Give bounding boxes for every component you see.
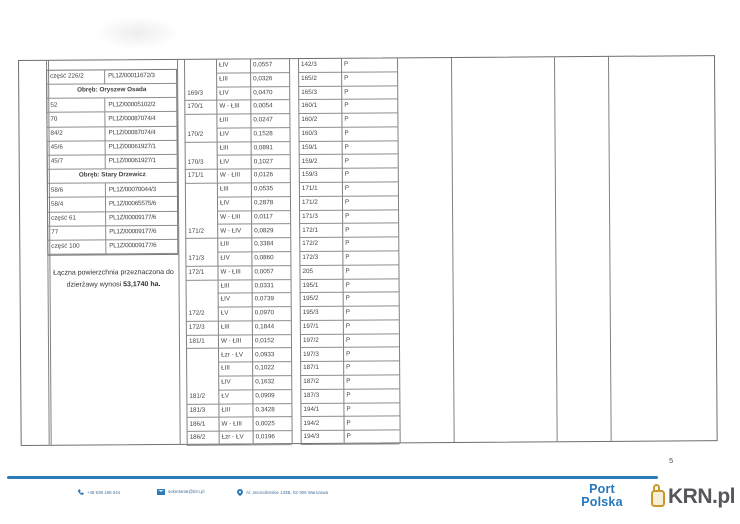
summary-note [43, 267, 183, 291]
right-parcel-cell: 142/3 [298, 59, 341, 73]
land-class-cell: ŁIV [218, 294, 252, 308]
parcel-cell [185, 211, 217, 225]
port-polska-logo [570, 483, 634, 508]
column-gap [290, 252, 299, 266]
parcel-cell [186, 280, 218, 294]
phone-icon [78, 489, 84, 495]
envelope-icon [157, 489, 165, 495]
right-parcel-cell: 194/1 [300, 403, 343, 417]
area-ha-cell: 0,1022 [252, 362, 291, 376]
column-gap [290, 156, 299, 170]
area-ha-cell: 0,0535 [251, 183, 290, 197]
right-parcel-cell: 172/1 [299, 224, 342, 238]
left-parcel-cell: 58/6 [48, 184, 105, 199]
left-parcel-cell: 77 [48, 226, 105, 241]
register-number-cell: PL1Z/00061927/1 [105, 141, 177, 156]
column-gap [291, 280, 300, 294]
status-cell: P [342, 169, 398, 183]
land-class-cell: ŁIII [218, 404, 252, 418]
column-gap [291, 376, 300, 390]
parcel-class-area-table [184, 58, 400, 445]
land-class-cell: W - ŁIII [217, 211, 251, 225]
land-class-cell: W - ŁIII [219, 418, 253, 432]
column-gap [292, 431, 301, 445]
right-parcel-cell: 195/3 [300, 307, 343, 321]
parcel-cell [184, 60, 216, 74]
status-cell: P [343, 362, 399, 376]
status-cell: P [341, 113, 397, 127]
area-ha-cell: 0,0891 [251, 142, 290, 156]
right-parcel-cell: 159/1 [299, 141, 342, 155]
street-address: Al. Jerozolimskie 133B, 02-305 Warszawa [246, 489, 329, 495]
footer-email [157, 489, 204, 495]
land-class-cell: ŁIV [217, 197, 251, 211]
obreb-header: Obręb: Stary Drzewicz [48, 169, 177, 184]
area-ha-cell: 0,0739 [252, 293, 291, 307]
email-address: sekretariat@kzn.pl [168, 489, 205, 495]
column-gap [290, 142, 299, 156]
parcel-cell: 181/2 [186, 390, 218, 404]
register-number-cell: PL1Z/00087074/4 [104, 112, 176, 127]
status-cell: P [343, 348, 399, 362]
area-ha-cell: 0,0196 [253, 431, 292, 445]
left-parcel-cell: 52 [47, 99, 104, 114]
land-class-cell: ŁIII [216, 73, 250, 87]
brand-line-1: Port [589, 482, 615, 496]
parcel-cell: 181/3 [186, 404, 218, 418]
parcel-cell [185, 142, 217, 156]
land-class-cell: ŁIV [216, 87, 250, 101]
column-gap [289, 59, 298, 73]
status-cell: P [343, 279, 399, 293]
land-class-cell: ŁIII [217, 142, 251, 156]
column-gap [291, 307, 300, 321]
footer-address [237, 489, 328, 495]
parcel-cell [186, 363, 218, 377]
krn-watermark [651, 484, 735, 508]
land-class-cell: W - ŁIII [218, 335, 252, 349]
area-ha-cell: 0,3384 [251, 238, 290, 252]
status-cell: P [342, 224, 398, 238]
area-ha-cell: 0,1632 [252, 376, 291, 390]
land-class-cell: ŁIV [218, 376, 252, 390]
column-gap [289, 114, 298, 128]
area-ha-cell: 0,0829 [251, 225, 290, 239]
summary-note-value: 53,1740 ha. [123, 280, 161, 288]
area-ha-cell: 0,0331 [252, 280, 291, 294]
register-number-cell: PL1Z/00009177/6 [105, 211, 177, 226]
right-parcel-cell: 195/1 [300, 279, 343, 293]
status-cell: P [342, 182, 398, 196]
status-cell: P [343, 293, 399, 307]
status-cell: P [343, 306, 399, 320]
column-gap [290, 197, 299, 211]
parcel-cell [185, 239, 217, 253]
right-parcel-cell: 197/1 [300, 321, 343, 335]
status-cell: P [344, 417, 400, 431]
table-vline [608, 57, 612, 441]
right-parcel-cell: 187/1 [300, 362, 343, 376]
status-cell: P [343, 320, 399, 334]
land-class-cell: Łzr - ŁV [219, 432, 253, 446]
column-gap [289, 100, 298, 114]
status-cell: P [341, 86, 397, 100]
brand-line-2: Polska [581, 494, 623, 509]
right-parcel-cell: 205 [299, 266, 342, 280]
status-cell: P [342, 155, 398, 169]
right-parcel-cell: 171/1 [299, 183, 342, 197]
right-parcel-cell: 187/3 [300, 390, 343, 404]
area-ha-cell: 0,0126 [251, 169, 290, 183]
footer-contact-bar [0, 486, 560, 502]
column-gap [291, 362, 300, 376]
area-ha-cell: 0,0025 [253, 418, 292, 432]
parcel-cell [185, 197, 217, 211]
krn-watermark-text: KRN.pl [668, 485, 735, 508]
area-ha-cell: 0,0860 [251, 252, 290, 266]
land-class-cell: ŁIV [216, 59, 250, 73]
phone-number: +48 539 188 044 [87, 489, 121, 495]
land-class-cell: ŁIV [216, 128, 250, 142]
column-gap [290, 224, 299, 238]
parcel-cell: 171/3 [185, 253, 217, 267]
right-parcel-cell: 171/3 [299, 210, 342, 224]
register-number-cell: PL1Z/00009177/6 [105, 226, 177, 241]
land-class-cell: ŁIII [217, 239, 251, 253]
land-class-cell: ŁIII [218, 280, 252, 294]
left-parcel-cell: 45/7 [48, 155, 105, 170]
right-parcel-cell: 197/2 [300, 334, 343, 348]
status-cell: P [341, 58, 397, 72]
right-parcel-cell: 159/3 [299, 169, 342, 183]
column-gap [290, 169, 299, 183]
right-parcel-cell: 194/2 [301, 417, 344, 431]
register-number-cell: PL1Z/00065575/6 [105, 197, 177, 212]
map-pin-icon [236, 488, 244, 496]
register-number-cell: PL1Z/00009177/6 [105, 240, 177, 255]
right-parcel-cell: 160/2 [298, 114, 341, 128]
area-ha-cell: 0,0057 [251, 266, 290, 280]
parcel-cell [186, 294, 218, 308]
status-cell: P [343, 375, 399, 389]
status-cell: P [342, 265, 398, 279]
column-gap [289, 87, 298, 101]
right-parcel-cell: 160/3 [298, 128, 341, 142]
status-cell: P [341, 72, 397, 86]
right-parcel-cell: 197/3 [300, 348, 343, 362]
land-class-cell: ŁV [218, 390, 252, 404]
parcel-cell: 181/1 [186, 335, 218, 349]
land-class-cell: W - ŁIV [217, 225, 251, 239]
status-cell: P [343, 403, 399, 417]
right-parcel-cell: 195/2 [300, 293, 343, 307]
area-ha-cell: 0,0557 [250, 59, 289, 73]
area-ha-cell: 0,0054 [250, 100, 289, 114]
column-gap [291, 321, 300, 335]
column-gap [290, 238, 299, 252]
parcel-cell: 172/1 [185, 266, 217, 280]
parcel-cell: 171/2 [185, 225, 217, 239]
page-number: 5 [669, 456, 674, 465]
parcel-cell: 169/3 [184, 87, 216, 101]
status-cell: P [341, 100, 397, 114]
parcel-cell: 186/2 [187, 432, 219, 446]
status-cell: P [344, 431, 400, 445]
land-class-cell: ŁIII [218, 363, 252, 377]
land-class-cell: ŁIII [217, 183, 251, 197]
right-parcel-cell: 165/3 [298, 86, 341, 100]
land-class-cell: ŁIV [217, 252, 251, 266]
left-parcel-cell: 58/4 [48, 198, 105, 213]
status-cell: P [342, 210, 398, 224]
register-number-cell: PL1Z/00070044/3 [105, 183, 177, 198]
status-cell: P [341, 127, 397, 141]
column-gap [291, 349, 300, 363]
obreb-header: Obręb: Oryszew Osada [47, 84, 176, 99]
parcel-cell [186, 349, 218, 363]
left-parcel-cell: część 226/2 [47, 70, 104, 85]
land-class-cell: ŁV [218, 308, 252, 322]
register-number-cell: PL1Z/00087074/4 [104, 127, 176, 142]
right-parcel-cell: 187/2 [300, 376, 343, 390]
parcel-cell [184, 115, 216, 129]
area-ha-cell: 0,0117 [251, 211, 290, 225]
area-ha-cell: 0,0247 [250, 114, 289, 128]
parcel-cell: 171/1 [185, 170, 217, 184]
land-class-cell: W - ŁIII [216, 101, 250, 115]
summary-note-text: Łączna powierzchnia przeznaczona do dzierżawy wynosi [53, 268, 174, 289]
land-class-cell: ŁIII [216, 115, 250, 129]
right-parcel-cell: 171/2 [299, 197, 342, 211]
parcel-cell: 172/3 [186, 322, 218, 336]
parcel-cell [186, 377, 218, 391]
parcel-cell: 170/1 [184, 101, 216, 115]
land-register-table [46, 69, 178, 256]
left-parcel-cell: 45/6 [48, 141, 105, 156]
left-parcel-cell: część 61 [48, 212, 105, 227]
column-gap [290, 211, 299, 225]
status-cell: P [342, 251, 398, 265]
column-gap [290, 183, 299, 197]
parcel-cell: 170/3 [185, 156, 217, 170]
left-parcel-cell: 84/2 [47, 127, 104, 142]
footer-divider-line [7, 476, 658, 479]
status-cell: P [342, 238, 398, 252]
area-ha-cell: 0,0909 [252, 390, 291, 404]
right-parcel-cell: 159/2 [299, 155, 342, 169]
column-gap [290, 266, 299, 280]
parcel-cell: 186/1 [187, 418, 219, 432]
area-ha-cell: 0,1027 [251, 156, 290, 170]
status-cell: P [343, 334, 399, 348]
right-parcel-cell: 160/1 [298, 100, 341, 114]
area-ha-cell: 0,0970 [252, 307, 291, 321]
column-gap [289, 128, 298, 142]
area-ha-cell: 0,3428 [252, 404, 291, 418]
land-class-cell: ŁIV [217, 156, 251, 170]
register-number-cell: PL1Z/00005102/2 [104, 98, 176, 113]
area-ha-cell: 0,2878 [251, 197, 290, 211]
parcel-cell [185, 184, 217, 198]
column-gap [291, 293, 300, 307]
footer-phone [78, 489, 120, 495]
right-parcel-cell: 172/2 [299, 238, 342, 252]
area-ha-cell: 0,1844 [252, 321, 291, 335]
parcel-cell: 172/2 [186, 308, 218, 322]
column-gap [291, 390, 300, 404]
table-vline [554, 57, 558, 441]
land-class-cell: Łzr - ŁV [218, 349, 252, 363]
left-parcel-cell: 70 [47, 113, 104, 128]
krn-padlock-icon [651, 484, 666, 508]
area-ha-cell: 0,1528 [250, 128, 289, 142]
area-ha-cell: 0,0152 [252, 335, 291, 349]
land-class-cell: ŁIII [218, 321, 252, 335]
register-number-cell: PL1Z/00011672/3 [104, 70, 176, 85]
land-class-cell: W - ŁIII [217, 170, 251, 184]
column-gap [292, 417, 301, 431]
table-vline [451, 58, 455, 442]
left-parcel-cell: część 100 [48, 240, 105, 255]
column-gap [291, 404, 300, 418]
area-ha-cell: 0,0933 [252, 349, 291, 363]
column-gap [289, 73, 298, 87]
land-class-cell: W - ŁIII [217, 266, 251, 280]
right-parcel-cell: 172/3 [299, 252, 342, 266]
status-cell: P [343, 389, 399, 403]
right-parcel-cell: 165/2 [298, 73, 341, 87]
area-ha-cell: 0,0470 [250, 87, 289, 101]
column-gap [291, 335, 300, 349]
parcel-cell: 170/2 [184, 129, 216, 143]
parcel-cell [184, 73, 216, 87]
right-parcel-cell: 194/3 [301, 431, 344, 445]
area-ha-cell: 0,0326 [250, 73, 289, 87]
status-cell: P [342, 196, 398, 210]
status-cell: P [342, 141, 398, 155]
register-number-cell: PL1Z/00061927/1 [105, 155, 177, 170]
